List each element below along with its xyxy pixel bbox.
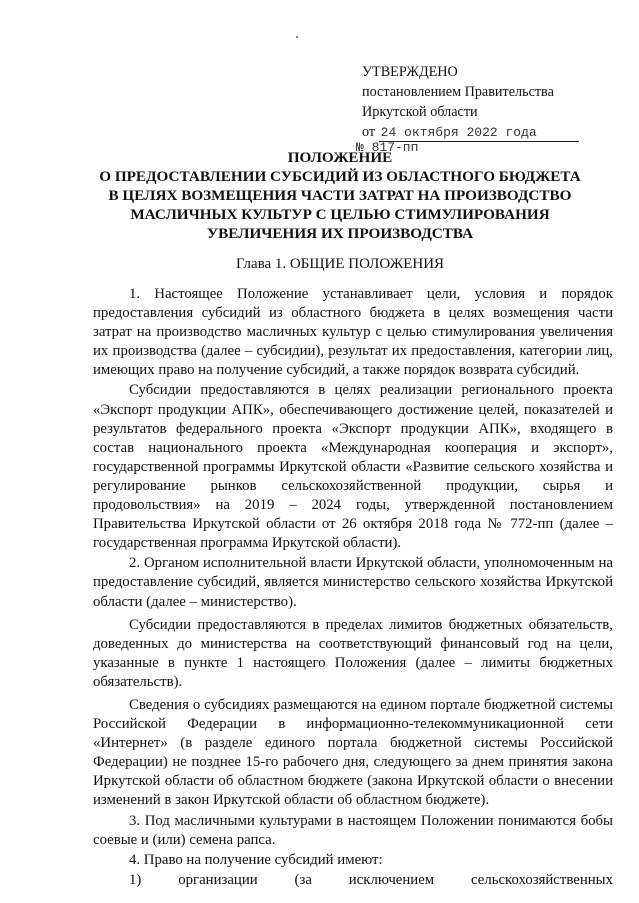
scan-speck: [296, 36, 298, 38]
paragraph-4: 4. Право на получение субсидий имеют:: [129, 851, 383, 868]
paragraph-1-subsidies-purpose: Субсидии предоставляются в целях реализации регионального проекта «Экспорт продукции АПК», обеспечивающего достижение целей, показателей и результатов федерального проекта «Экспорт продукции АПК», входящего в состав национального проекта «Международная кооперация и экспорт», государственной программы Иркутской области «Развитие сельского хозяйства и регулирование рынков сельскохозяйственной продукции, сырья и продовольствия» на 2019 – 2024 годы, утвержденной постановлением Правительства Иркутской области от 26 октября 2018 года № 772-пп (далее – государственная программа Иркутской области).: [93, 382, 613, 552]
approval-number: № 817-пп: [356, 140, 419, 155]
document-title: [60, 148, 620, 243]
title-line-2: О ПРЕДОСТАВЛЕНИИ СУБСИДИЙ ИЗ ОБЛАСТНОГО БЮДЖЕТА: [99, 168, 581, 185]
approved-region-line: Иркутской области: [362, 104, 478, 120]
paragraph-2-publication: Сведения о субсидиях размещаются на едином портале бюджетной системы Российской Федерации в информационно-телекоммуникационной сети «Интернет» (в разделе единого портала бюджетной системы Российской Федерации) не позднее 15-го рабочего дня, следующего за днем принятия закона Иркутской области об областном бюджете (закона Иркутской области о внесении изменений в закон Иркутской области об областном бюджете).: [93, 696, 613, 809]
paragraph-4-item-1: 1) организации (за исключением сельскохозяйственных: [129, 871, 613, 888]
chapter-heading: Глава 1. ОБЩИЕ ПОЛОЖЕНИЯ: [235, 256, 445, 272]
document-body: [93, 285, 613, 891]
paragraph-3: 3. Под масличными культурами в настоящем Положении понимаются бобы соевые и (или) семена рапса.: [93, 812, 613, 848]
title-line-1: ПОЛОЖЕНИЕ: [287, 149, 393, 166]
paragraph-2-limits: Субсидии предоставляются в пределах лимитов бюджетных обязательств, доведенных до министерства на соответствующий финансовый год на цели, указанные в пункте 1 настоящего Положения (далее – лимиты бюджетных обязательств).: [93, 616, 613, 690]
title-line-5: УВЕЛИЧЕНИЯ ИХ ПРОИЗВОДСТВА: [206, 225, 474, 242]
approved-heading: УТВЕРЖДЕНО: [362, 64, 458, 80]
title-line-4: МАСЛИЧНЫХ КУЛЬТУР С ЦЕЛЬЮ СТИМУЛИРОВАНИЯ: [130, 206, 550, 223]
from-label: от: [362, 124, 376, 140]
approval-date-row: [362, 122, 612, 142]
paragraph-2: 2. Органом исполнительной власти Иркутской области, уполномоченным на предоставление субсидий, является министерство сельского хозяйства Иркутской области (далее – министерство).: [93, 555, 613, 610]
approved-by-line: постановлением Правительства: [362, 84, 554, 100]
approval-date: 24 октября 2022 года: [379, 125, 579, 142]
approval-stamp: [362, 62, 612, 142]
title-line-3: В ЦЕЛЯХ ВОЗМЕЩЕНИЯ ЧАСТИ ЗАТРАТ НА ПРОИЗВОДСТВО: [108, 187, 572, 204]
paragraph-1: 1. Настоящее Положение устанавливает цели, условия и порядок предоставления субсидий из областного бюджета в целях возмещения части затрат на производство масличных культур с целью стимулирования увеличения их производства (далее – субсидии), результат их предоставления, категории лиц, имеющих право на получение субсидий, а также порядок возврата субсидий.: [93, 286, 613, 379]
